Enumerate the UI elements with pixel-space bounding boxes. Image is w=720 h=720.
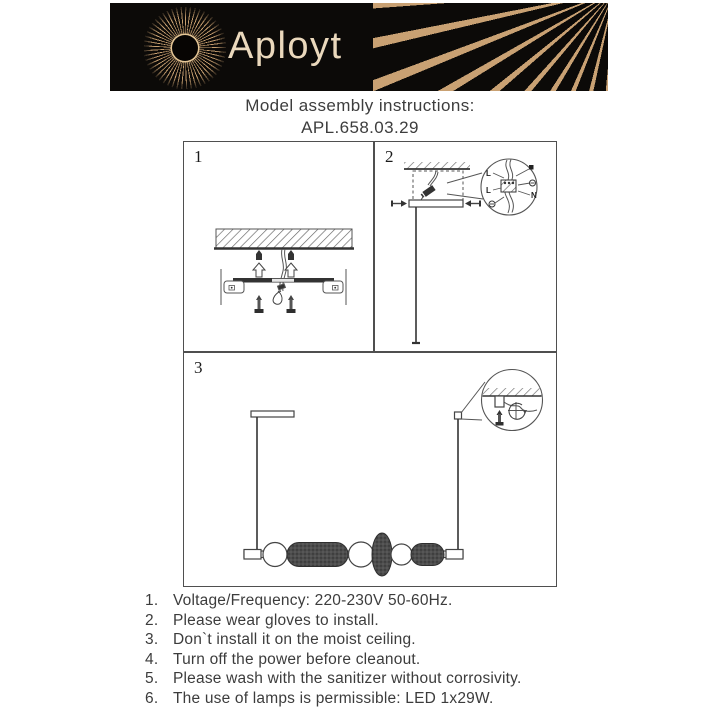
assembly-diagram-grid	[183, 141, 557, 587]
canopy-plate	[409, 200, 463, 207]
brand-header-band	[110, 3, 608, 91]
step-2-number: 2	[385, 147, 394, 166]
item-text: Please wear gloves to install.	[173, 611, 379, 629]
list-item	[145, 591, 585, 611]
list-item	[145, 689, 585, 709]
title-line: Model assembly instructions:	[245, 96, 475, 115]
wire-label-l-mid: L	[486, 186, 491, 195]
hanging-wire	[273, 249, 286, 304]
ray-fan-decoration	[373, 3, 608, 91]
list-item	[145, 650, 585, 670]
list-item	[145, 630, 585, 650]
mounting-zone-dashed	[413, 171, 463, 201]
magnifier-pointer	[447, 173, 483, 199]
item-number: 4.	[145, 650, 159, 668]
item-number: 2.	[145, 611, 159, 629]
wire-label-n: N	[531, 191, 537, 200]
item-number: 5.	[145, 670, 159, 688]
model-number: APL.658.03.29	[301, 118, 419, 137]
pendant-rod	[412, 207, 420, 343]
wall-anchors	[253, 250, 297, 277]
ceiling-line	[404, 162, 470, 169]
list-item	[145, 611, 585, 631]
step-1-number: 1	[194, 147, 203, 166]
item-number: 1.	[145, 592, 159, 609]
right-rod	[455, 412, 462, 550]
item-number: 6.	[145, 689, 159, 707]
step-3-diagram-assembled-lamp	[184, 353, 557, 587]
list-item	[145, 669, 585, 689]
ceiling-fix-detail-circle	[481, 370, 543, 431]
step-2-diagram-canopy-wiring	[374, 142, 558, 351]
item-text: The use of lamps is permissible: LED 1x29W.	[173, 689, 494, 707]
brand-name: Aployt	[228, 25, 343, 67]
canopy-wire-connector	[421, 171, 438, 200]
item-text: Turn off the power before cleanout.	[173, 650, 421, 668]
item-number: 3.	[145, 631, 159, 649]
step-3-number: 3	[194, 358, 203, 377]
step-1-diagram-ceiling-bracket	[184, 142, 373, 351]
page-title	[0, 96, 720, 138]
item-text: Please wash with the sanitizer without corrosivity.	[173, 670, 522, 688]
item-text: Don`t install it on the moist ceiling.	[173, 631, 416, 649]
lamp-decor-elements	[263, 533, 444, 576]
item-text: Voltage/Frequency: 220-230V 50-60Hz.	[173, 592, 453, 609]
wire-label-l-top: L	[486, 169, 491, 178]
wiring-detail-circle	[481, 159, 537, 215]
instruction-list	[145, 591, 585, 709]
starburst-logo-icon	[144, 7, 226, 89]
left-ceiling-plate	[251, 411, 294, 550]
ceiling-slab	[214, 229, 354, 249]
